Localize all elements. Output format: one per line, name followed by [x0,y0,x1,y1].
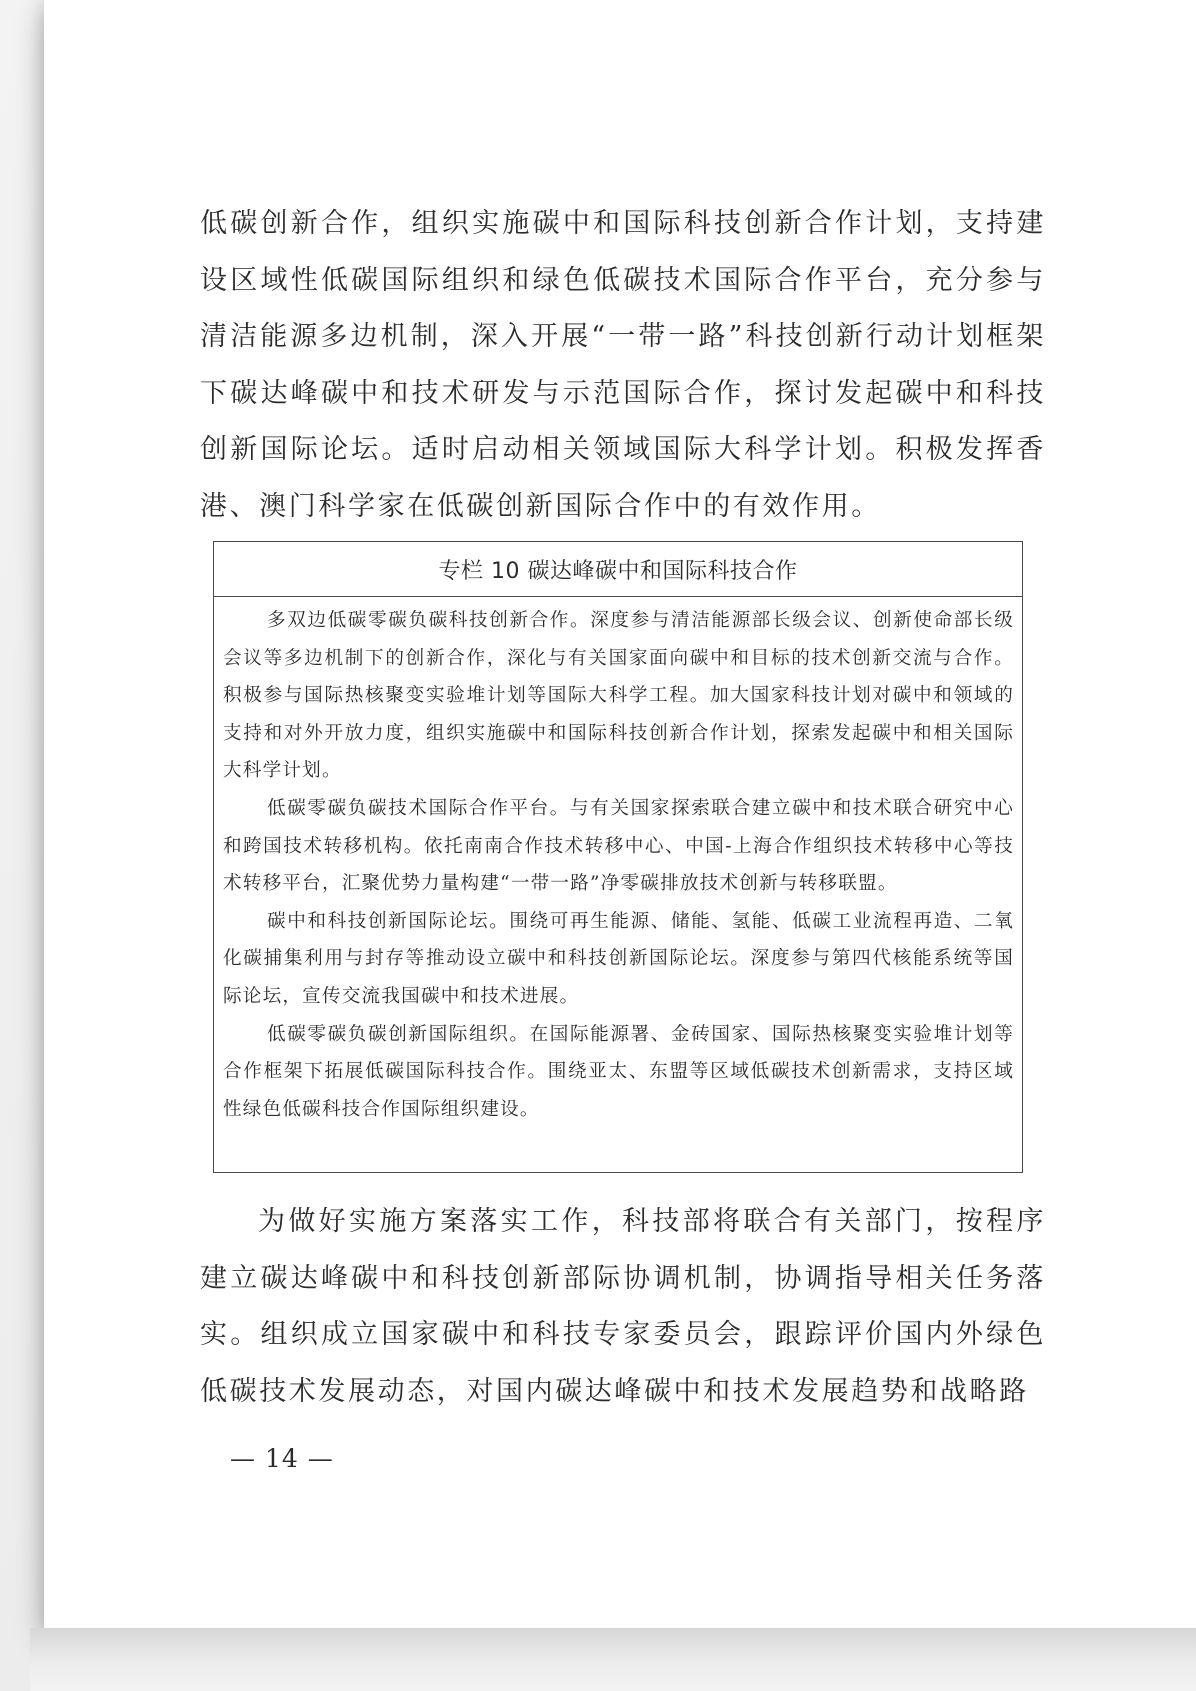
column-box-paragraph: 多双边低碳零碳负碳科技创新合作。深度参与清洁能源部长级会议、创新使命部长级会议等多边机制下的创新合作，深化与有关国家面向碳中和目标的技术创新交流与合作。积极参与国际热核聚变实验堆计划等国际大科学工程。加大国家科技计划对碳中和领域的支持和对外开放力度，组织实施碳中和国际科技创新合作计划，探索发起碳中和相关国际大科学计划。 [223,610,1014,782]
page-number: — 14 — [230,1444,334,1473]
column-box-paragraph: 碳中和科技创新国际论坛。围绕可再生能源、储能、氢能、低碳工业流程再造、二氧化碳捕集利用与封存等推动设立碳中和科技创新国际论坛。深度参与第四代核能系统等国际论坛，宣传交流我国碳中和技术进展。 [223,910,1014,1007]
page-shadow [30,1628,1196,1691]
column-box-paragraph: 低碳零碳负碳技术国际合作平台。与有关国家探索联合建立碳中和技术联合研究中心和跨国技术转移机构。依托南南合作技术转移中心、中国-上海合作组织技术转移中心等技术转移平台，汇聚优势力量构建“一带一路”净零碳排放技术创新与转移联盟。 [223,797,1014,895]
column-box [213,541,1023,1173]
body-paragraph-bottom: 为做好实施方案落实工作，科技部将联合有关部门，按程序建立碳达峰碳中和科技创新部际协调机制，协调指导相关任务落实。组织成立国家碳中和科技专家委员会，跟踪评价国内外绿色低碳技术发展动态，对国内碳达峰碳中和技术发展趋势和战略路 [200,1206,1046,1407]
column-box-body [214,597,1022,1128]
column-box-paragraph: 低碳零碳负碳创新国际组织。在国际能源署、金砖国家、国际热核聚变实验堆计划等合作框架下拓展低碳国际科技合作。围绕亚太、东盟等区域低碳技术创新需求，支持区域性绿色低碳科技合作国际组织建设。 [223,1023,1014,1120]
column-box-title: 专栏 10 碳达峰碳中和国际科技合作 [214,542,1022,597]
body-paragraph-top: 低碳创新合作，组织实施碳中和国际科技创新合作计划，支持建设区域性低碳国际组织和绿色低碳技术国际合作平台，充分参与清洁能源多边机制，深入开展“一带一路”科技创新行动计划框架下碳达峰碳中和技术研发与示范国际合作，探讨发起碳中和科技创新国际论坛。适时启动相关领域国际大科学计划。积极发挥香港、澳门科学家在低碳创新国际合作中的有效作用。 [200,208,1046,522]
